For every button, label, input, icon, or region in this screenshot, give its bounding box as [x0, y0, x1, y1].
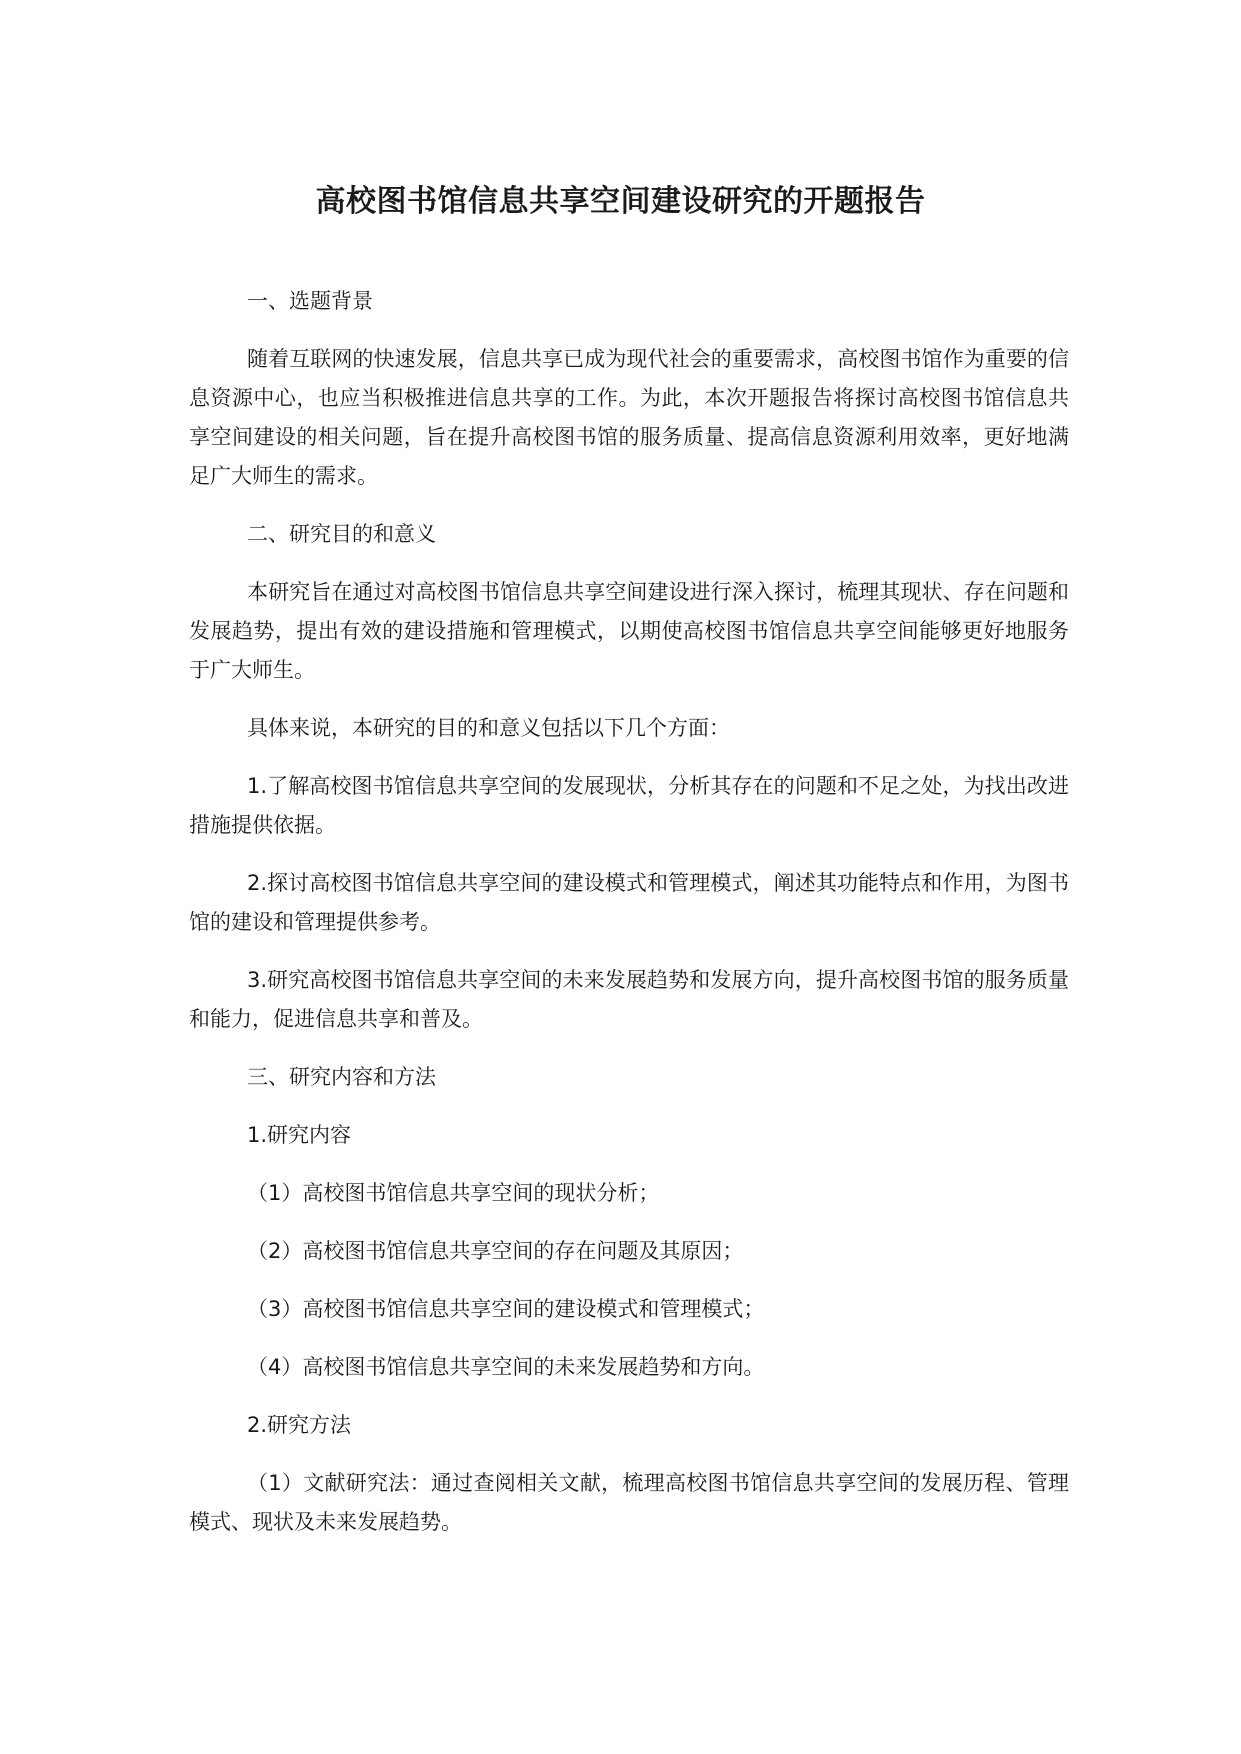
list-item-purpose-2: 2.探讨高校图书馆信息共享空间的建设模式和管理模式，阐述其功能特点和作用，为图书馆的建设和管理提供参考。 [189, 871, 1069, 934]
paragraph-purpose-intro: 具体来说，本研究的目的和意义包括以下几个方面： [247, 716, 730, 740]
paragraph-purpose: 本研究旨在通过对高校图书馆信息共享空间建设进行深入探讨，梳理其现状、存在问题和发展趋势，提出有效的建设措施和管理模式，以期使高校图书馆信息共享空间能够更好地服务于广大师生。 [189, 580, 1069, 682]
list-item-purpose-3: 3.研究高校图书馆信息共享空间的未来发展趋势和发展方向，提升高校图书馆的服务质量和能力，促进信息共享和普及。 [189, 968, 1069, 1031]
subheading-research-content: 1.研究内容 [247, 1123, 352, 1147]
section-heading-background: 一、选题背景 [247, 289, 373, 313]
list-item-content-2: （2）高校图书馆信息共享空间的存在问题及其原因； [247, 1239, 744, 1263]
list-item-content-3: （3）高校图书馆信息共享空间的建设模式和管理模式； [247, 1297, 765, 1321]
list-item-method-1: （1）文献研究法：通过查阅相关文献，梳理高校图书馆信息共享空间的发展历程、管理模式、现状及未来发展趋势。 [189, 1471, 1069, 1534]
document-body [189, 282, 1069, 1561]
list-item-content-1: （1）高校图书馆信息共享空间的现状分析； [247, 1181, 660, 1205]
list-item-content-4: （4）高校图书馆信息共享空间的未来发展趋势和方向。 [247, 1355, 765, 1379]
paragraph-background: 随着互联网的快速发展，信息共享已成为现代社会的重要需求，高校图书馆作为重要的信息资源中心，也应当积极推进信息共享的工作。为此，本次开题报告将探讨高校图书馆信息共享空间建设的相关问题，旨在提升高校图书馆的服务质量、提高信息资源利用效率，更好地满足广大师生的需求。 [189, 347, 1069, 488]
list-item-purpose-1: 1.了解高校图书馆信息共享空间的发展现状，分析其存在的问题和不足之处，为找出改进措施提供依据。 [189, 774, 1069, 837]
subheading-research-methods: 2.研究方法 [247, 1413, 352, 1437]
document-title: 高校图书馆信息共享空间建设研究的开题报告 [315, 184, 926, 219]
section-heading-purpose: 二、研究目的和意义 [247, 522, 436, 546]
section-heading-content-methods: 三、研究内容和方法 [247, 1065, 436, 1089]
